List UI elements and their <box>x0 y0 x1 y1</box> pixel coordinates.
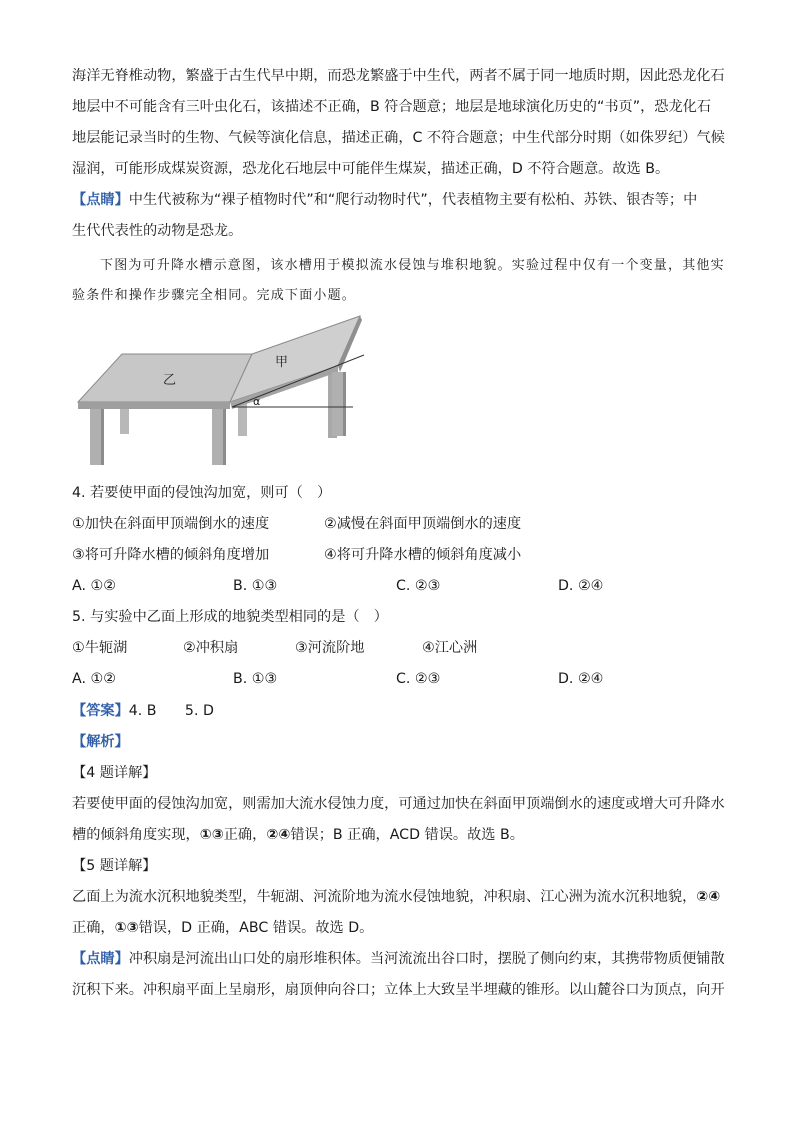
flat-surface-edge <box>78 402 230 409</box>
answer-text: 4. B 5. D <box>128 703 214 719</box>
comment-text: 冲积扇是河流出山口处的扇形堆积体。当河流流出谷口时，摆脱了侧向约束，其携带物质便铺散 <box>128 951 725 967</box>
table-leg-shade <box>223 409 226 465</box>
question-stem: 5. 与实验中乙面上形成的地貌类型相同的是（ ） <box>72 609 388 625</box>
comment-line <box>72 949 725 969</box>
detail-span: ②④ <box>696 889 721 905</box>
choice-d[interactable]: D. ②④ <box>558 671 604 687</box>
comment-line: 沉积下来。冲积扇平面上呈扇形，扇顶伸向谷口；立体上大致呈半埋藏的锥形。以山麓谷口为顶点，向开 <box>72 982 725 998</box>
water-tank-figure <box>70 312 370 470</box>
question-intro: 下图为可升降水槽示意图，该水槽用于模拟流水侵蚀与堆积地貌。实验过程中仅有一个变量，其他实 <box>100 258 725 273</box>
choice-a[interactable]: A. ①② <box>72 671 116 687</box>
label-yi: 乙 <box>163 373 177 388</box>
comment-line <box>72 190 697 210</box>
detail-span: 槽的倾斜角度实现， <box>72 827 200 843</box>
detail-span: ②④ <box>266 827 291 843</box>
choice-c[interactable]: C. ②③ <box>396 671 441 687</box>
detail-span: ①③ <box>114 920 139 936</box>
body-text-line: 海洋无脊椎动物，繁盛于古生代早中期，而恐龙繁盛于中生代，两者不属于同一地质时期，因此恐龙化石 <box>72 68 725 84</box>
label-alpha: α <box>253 395 261 408</box>
detail-span: 乙面上为流水沉积地貌类型，牛轭湖、河流阶地为流水侵蚀地貌，冲积扇、江心洲为流水沉积地貌， <box>72 889 697 905</box>
label-jia: 甲 <box>275 355 289 370</box>
analysis-tag: 【解析】 <box>72 734 129 750</box>
detail-text: 若要使甲面的侵蚀沟加宽，则需加大流水侵蚀力度，可通过加快在斜面甲顶端倒水的速度或增大可升降水 <box>72 796 725 812</box>
detail-text <box>72 887 720 907</box>
detail-span: 错误；B 正确，ACD 错误。故选 B。 <box>290 827 524 843</box>
statement-item: ④江心洲 <box>422 640 478 656</box>
table-leg <box>332 372 343 436</box>
detail-text <box>72 825 524 845</box>
detail-span: 正确， <box>223 827 267 843</box>
detail-heading: 【5 题详解】 <box>72 858 157 874</box>
table-leg-shade <box>101 409 104 465</box>
table-leg-shade <box>343 372 346 436</box>
detail-span: 正确， <box>72 920 115 936</box>
choice-a[interactable]: A. ①② <box>72 578 116 594</box>
choice-b[interactable]: B. ①③ <box>233 671 278 687</box>
detail-heading: 【4 题详解】 <box>72 765 157 781</box>
body-text-line: 湿润，可能形成煤炭资源，恐龙化石地层中可能伴生煤炭，描述正确，D 不符合题意。故选 B。 <box>72 161 670 177</box>
table-leg <box>90 409 101 465</box>
choice-b[interactable]: B. ①③ <box>233 578 278 594</box>
choice-d[interactable]: D. ②④ <box>558 578 604 594</box>
statement-item: ②冲积扇 <box>183 640 239 656</box>
statement-item: ②减慢在斜面甲顶端倒水的速度 <box>324 516 522 532</box>
question-intro: 验条件和操作步骤完全相同。完成下面小题。 <box>72 288 357 303</box>
statement-item: ①牛轭湖 <box>72 640 128 656</box>
answer-tag: 【答案】 <box>72 703 129 719</box>
statement-item: ①加快在斜面甲顶端倒水的速度 <box>72 516 270 532</box>
statement-item: ④将可升降水槽的倾斜角度减小 <box>324 547 522 563</box>
question-stem: 4. 若要使甲面的侵蚀沟加宽，则可（ ） <box>72 485 332 501</box>
body-text-line: 地层中不可能含有三叶虫化石，该描述不正确，B 符合题意；地层是地球演化历史的“书页”，恐龙化石 <box>72 99 712 115</box>
comment-tag: 【点睛】 <box>72 951 129 967</box>
detail-text <box>72 918 373 938</box>
answer-line <box>72 701 214 721</box>
statement-item: ③河流阶地 <box>295 640 365 656</box>
detail-span: 错误，D 正确，ABC 错误。故选 D。 <box>138 920 374 936</box>
choice-c[interactable]: C. ②③ <box>396 578 441 594</box>
comment-line: 生代代表性的动物是恐龙。 <box>72 223 243 239</box>
statement-item: ③将可升降水槽的倾斜角度增加 <box>72 547 270 563</box>
detail-span: ①③ <box>199 827 224 843</box>
comment-tag: 【点睛】 <box>72 192 129 208</box>
comment-text: 中生代被称为“裸子植物时代”和“爬行动物时代”，代表植物主要有松柏、苏铁、银杏等；中 <box>128 192 698 208</box>
body-text-line: 地层能记录当时的生物、气候等演化信息，描述正确，C 不符合题意；中生代部分时期（如侏罗纪）气候 <box>72 130 725 146</box>
table-leg <box>212 409 223 465</box>
